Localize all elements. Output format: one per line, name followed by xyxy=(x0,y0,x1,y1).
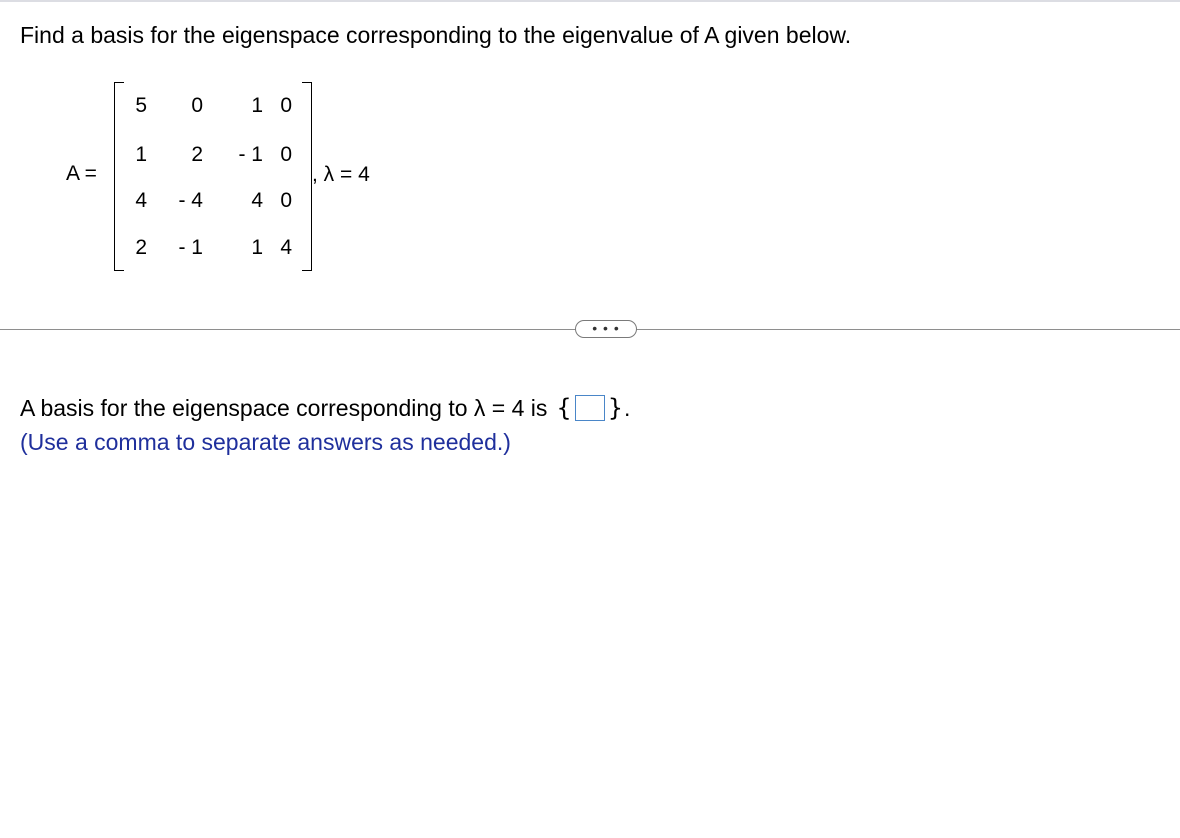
matrix-cell: 2 xyxy=(191,143,203,166)
answer-line xyxy=(20,394,630,422)
matrix-cell: 1 xyxy=(135,143,147,166)
matrix-right-bracket xyxy=(302,82,312,271)
matrix-cell: - 1 xyxy=(178,236,203,259)
answer-prefix: A basis for the eigenspace corresponding to λ = 4 is xyxy=(20,394,548,421)
open-brace: { xyxy=(556,394,572,422)
matrix-cell: 0 xyxy=(280,94,292,117)
matrix-cell: 0 xyxy=(280,189,292,212)
matrix-cell: 4 xyxy=(135,189,147,212)
matrix-cell: 1 xyxy=(251,236,263,259)
matrix-cell: 0 xyxy=(280,143,292,166)
matrix-cell: 2 xyxy=(135,236,147,259)
more-options-button[interactable]: • • • xyxy=(575,320,637,338)
answer-hint: (Use a comma to separate answers as needed.) xyxy=(20,429,511,455)
close-brace: } xyxy=(607,394,623,422)
answer-suffix: . xyxy=(623,394,631,421)
answer-input-box[interactable] xyxy=(575,395,605,421)
question-prompt: Find a basis for the eigenspace corresponding to the eigenvalue of A given below. xyxy=(20,22,852,48)
matrix-cell: 1 xyxy=(251,94,263,117)
matrix-cell: 5 xyxy=(135,94,147,117)
matrix-cell: 0 xyxy=(191,94,203,117)
matrix-cell: 4 xyxy=(280,236,292,259)
matrix-cell: - 4 xyxy=(178,189,203,212)
matrix-cell: - 1 xyxy=(238,143,263,166)
matrix-block xyxy=(0,0,1180,300)
matrix-cell: 4 xyxy=(251,189,263,212)
matrix-label: A = xyxy=(66,162,97,185)
eigenvalue-text: , λ = 4 xyxy=(312,163,370,186)
